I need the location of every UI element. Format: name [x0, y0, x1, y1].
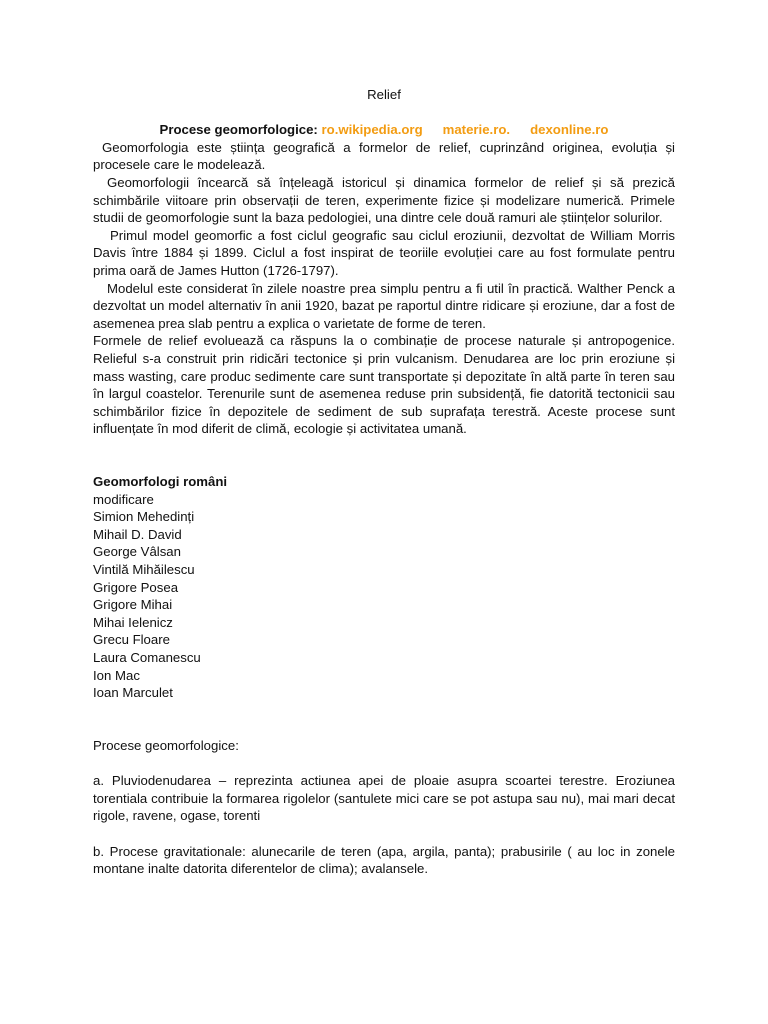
list-item: Vintilă Mihăilescu: [93, 562, 195, 578]
romanian-geomorphologists-title: Geomorfologi români: [93, 474, 228, 490]
paragraph-alternative-model: Modelul este considerat în zilele noastre prea simplu pentru a fi util în practică. Walther Penck a dezvoltat un model alternativ în anii 1920, bazat pe raportul dintre ridicare și eroziune, dar a fost de asemenea prea slab pentru a explica o varietate de forme de teren.: [93, 280, 675, 331]
heading-label: Procese geomorfologice:: [159, 122, 318, 138]
processes-section-title: Procese geomorfologice:: [93, 737, 239, 753]
geomorphologists-list: [93, 508, 675, 702]
link-dexonline[interactable]: dexonline.ro: [530, 122, 609, 138]
list-item: Simion Mehedinți: [93, 509, 195, 525]
link-wikipedia[interactable]: ro.wikipedia.org: [321, 122, 423, 138]
paragraph-definition: Geomorfologia este știința geografică a formelor de relief, cuprinzând originea, evoluția și procesele care le modelează.: [93, 139, 675, 173]
document-title: Relief: [367, 87, 401, 102]
list-item: George Vâlsan: [93, 544, 181, 560]
list-item: Grecu Floare: [93, 632, 170, 648]
list-item: Grigore Posea: [93, 579, 179, 595]
processes-heading: [93, 121, 675, 139]
process-item-pluviodenudation: a. Pluviodenudarea – reprezinta actiunea apei de ploaie asupra scoartei terestre. Eroziunea torentiala contribuie la formarea rigolelor (santulete mici care se pot astupa sau nu), mai mari decat rigole, ravene, ogase, torenti: [93, 773, 675, 824]
paragraph-landforms: Formele de relief evoluează ca răspuns la o combinație de procese naturale și antropogenice. Relieful s-a construit prin ridicări tectonice și prin vulcanism. Denudarea are loc prin eroziune și mass wasting, care produc sedimente care sunt transportate și depozitate în altă parte în teren sau în largul coastelor. Terenurile sunt de asemenea reduse prin subsidență, fie datorită tectonicii sau schimbărilor fizice în depozitele de sediment de sub suprafața terestră. Aceste procese sunt influențate în mod diferit de climă, ecologie și activitatea umană.: [93, 333, 675, 437]
list-item: Mihai Ielenicz: [93, 614, 173, 630]
list-item: Mihail D. David: [93, 526, 182, 542]
list-item: Ion Mac: [93, 667, 140, 683]
list-item: Grigore Mihai: [93, 597, 173, 613]
list-item: Laura Comanescu: [93, 650, 201, 665]
paragraph-first-model: Primul model geomorfic a fost ciclul geografic sau ciclul eroziunii, dezvoltat de William Morris Davis între 1884 și 1899. Ciclul a fost inspirat de teoriile evoluției care au fost formulate pentru prima oară de James Hutton (1726-1797).: [93, 227, 675, 278]
process-item-gravitational: b. Procese gravitationale: alunecarile de teren (apa, argila, panta); prabusirile ( au loc in zonele montane inalte datorita diferentelor de clima); avalansele.: [93, 843, 675, 877]
document-body: [93, 86, 675, 878]
paragraph-geomorphologists: Geomorfologii încearcă să înțeleagă istoricul și dinamica formelor de relief și să prezică schimbările viitoare prin observații de teren, experimente fizice și modelizare numerică. Primele studii de geomorfologie sunt la baza pedologiei, una dintre cele două ramuri ale științelor solurilor.: [93, 174, 675, 226]
link-materie[interactable]: materie.ro.: [442, 122, 511, 138]
list-item: Ioan Marculet: [93, 685, 173, 701]
edit-link: modificare: [93, 491, 154, 507]
